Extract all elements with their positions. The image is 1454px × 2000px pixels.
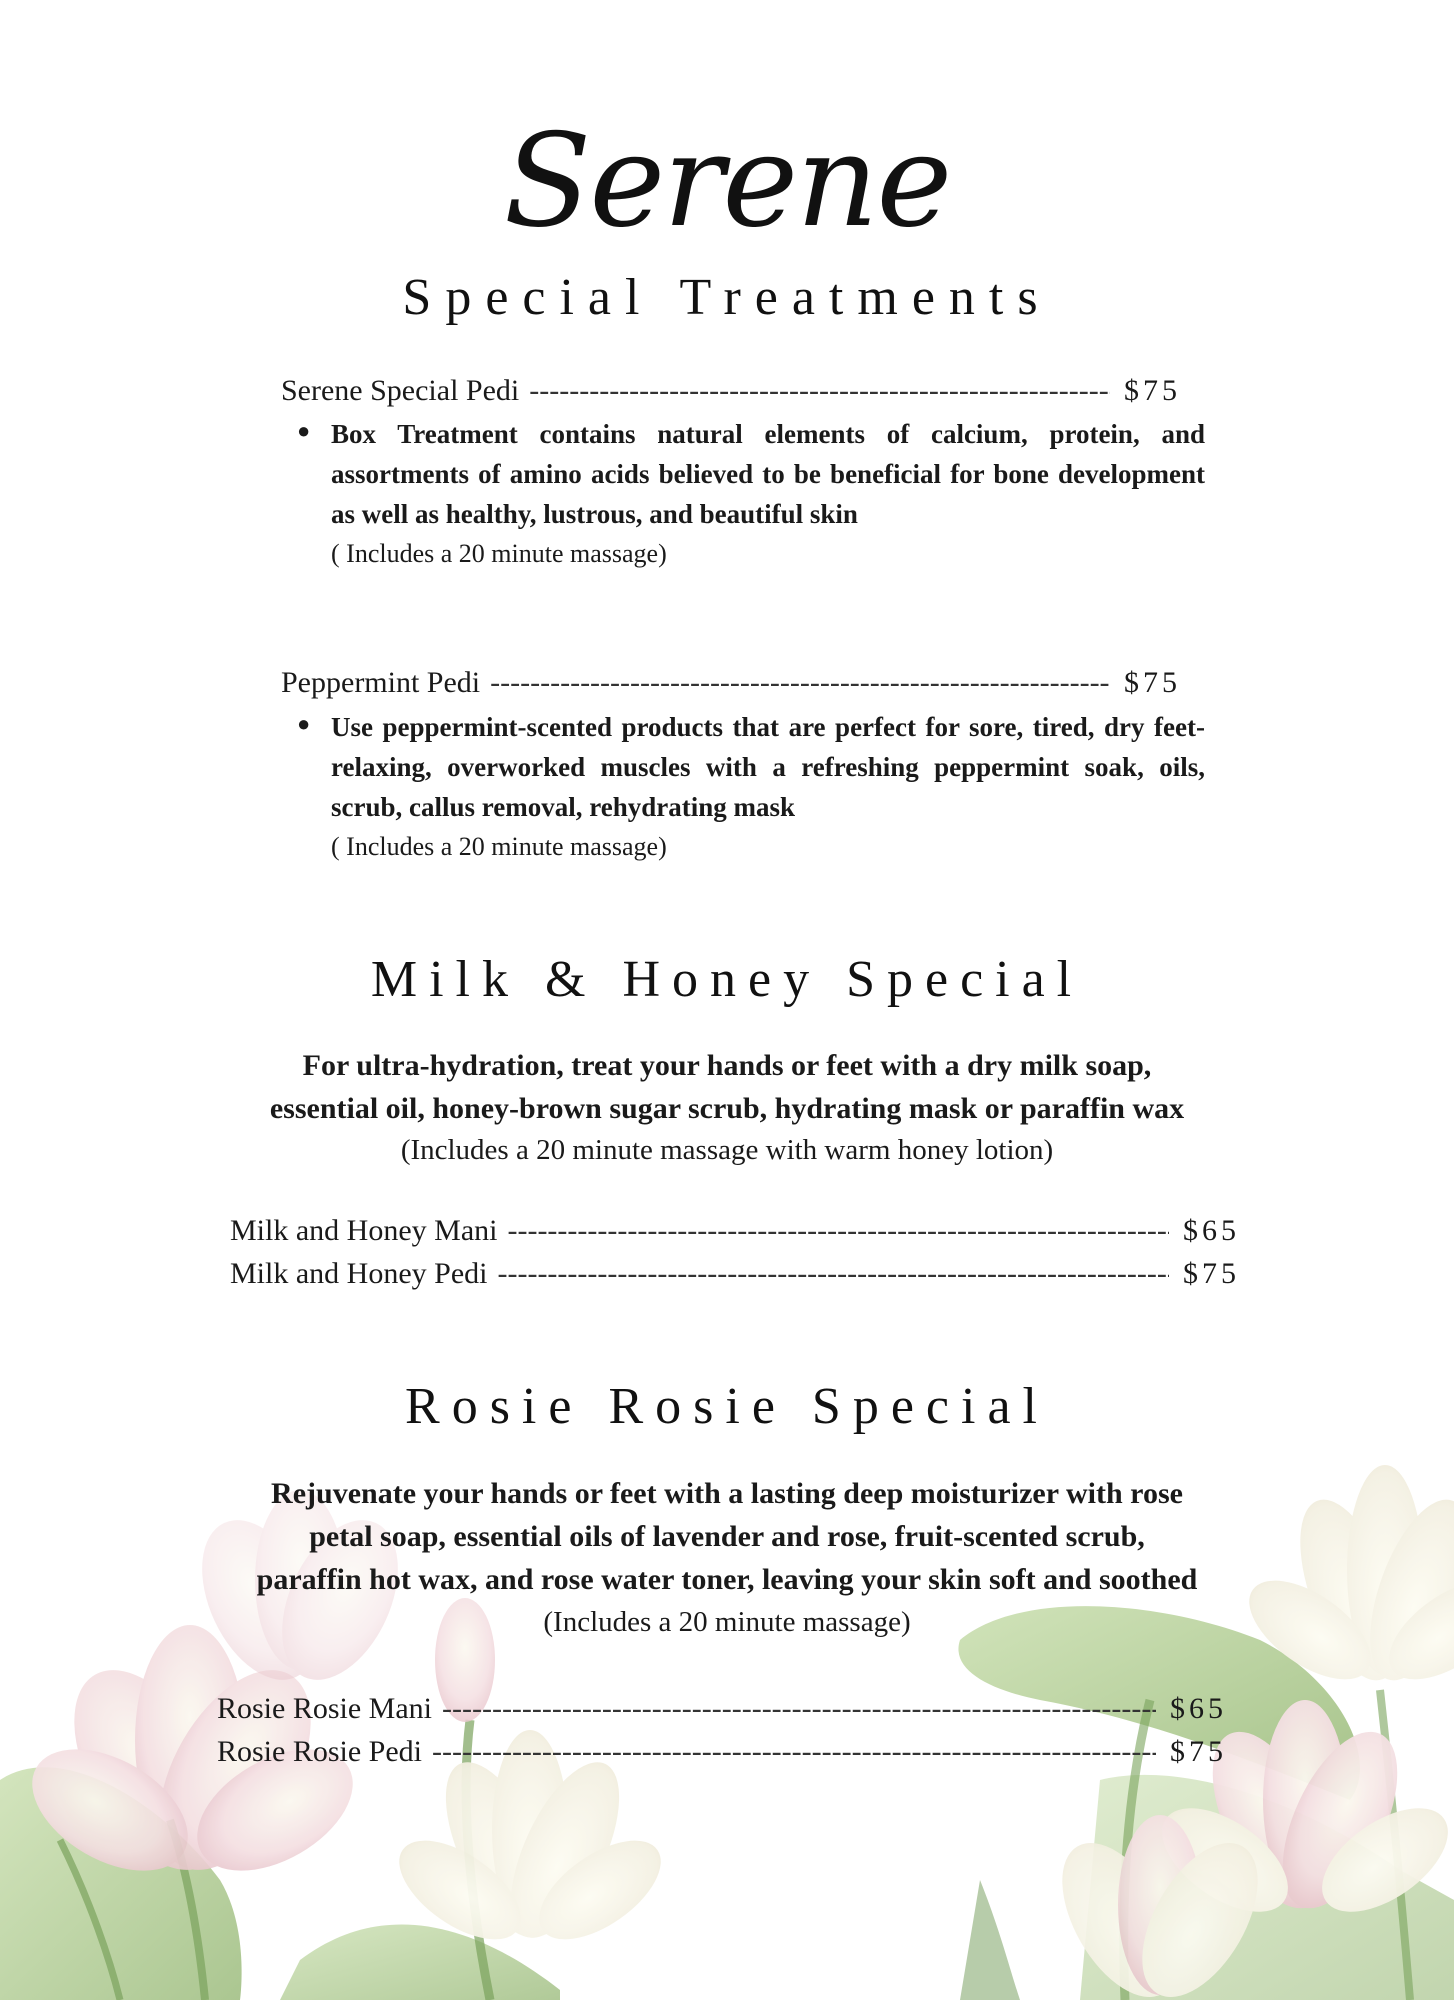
bullet-icon: ● [297,418,311,443]
treatment-serene-special-pedi [281,374,1181,408]
item-price: $75 [1170,1735,1227,1768]
leader-dots [529,374,1110,408]
treatment-serene-special-pedi-details [297,414,1205,574]
treatment-price: $75 [1124,666,1181,699]
rosie-includes: (Includes a 20 minute massage) [543,1606,911,1638]
leader-dots [490,666,1110,700]
milk-honey-heading: Milk & Honey Special [370,951,1084,1008]
brand-logo: Serene [503,107,951,256]
item-name: Rosie Rosie Pedi [217,1735,423,1768]
treatment-includes: ( Includes a 20 minute massage) [331,539,667,568]
item-name: Milk and Honey Mani [230,1214,498,1247]
treatment-description: Use peppermint-scented products that are perfect for sore, tired, dry feet-relaxing, overworked muscles with a refreshing peppermint soak, oils, scrub, callus removal, rehydrating mask [331,712,1205,822]
treatment-includes: ( Includes a 20 minute massage) [331,832,667,861]
item-name: Milk and Honey Pedi [230,1257,488,1290]
rosie-mani [217,1692,1227,1726]
milk-honey-description-line2: essential oil, honey-brown sugar scrub, hydrating mask or paraffin wax [269,1092,1185,1125]
rosie-description-line3: paraffin hot wax, and rose water toner, leaving your skin soft and soothed [256,1563,1198,1596]
treatment-description: Box Treatment contains natural elements of calcium, protein, and assortments of amino acids believed to be beneficial for bone development as well as healthy, lustrous, and beautiful skin [331,419,1205,529]
treatment-peppermint-pedi [281,666,1181,700]
item-price: $75 [1183,1257,1240,1290]
rosie-pedi [217,1735,1227,1769]
bullet-icon: ● [297,711,311,736]
item-name: Rosie Rosie Mani [217,1692,432,1725]
milk-honey-pedi [230,1257,1240,1291]
treatment-name: Peppermint Pedi [281,666,481,699]
leader-dots [432,1735,1156,1769]
treatment-peppermint-pedi-details [297,707,1205,867]
rosie-description-line1: Rejuvenate your hands or feet with a lasting deep moisturizer with rose [271,1477,1183,1510]
leader-dots [497,1257,1169,1291]
page-subtitle: Special Treatments [402,269,1052,326]
leader-dots [507,1214,1169,1248]
treatment-name: Serene Special Pedi [281,374,520,407]
leader-dots [442,1692,1156,1726]
rosie-description-line2: petal soap, essential oils of lavender and rose, fruit-scented scrub, [309,1520,1145,1553]
item-price: $65 [1183,1214,1240,1247]
milk-honey-description-line1: For ultra-hydration, treat your hands or feet with a dry milk soap, [302,1049,1152,1082]
milk-honey-mani [230,1214,1240,1248]
rosie-heading: Rosie Rosie Special [405,1378,1049,1435]
treatment-price: $75 [1124,374,1181,407]
item-price: $65 [1170,1692,1227,1725]
milk-honey-includes: (Includes a 20 minute massage with warm honey lotion) [400,1134,1054,1166]
